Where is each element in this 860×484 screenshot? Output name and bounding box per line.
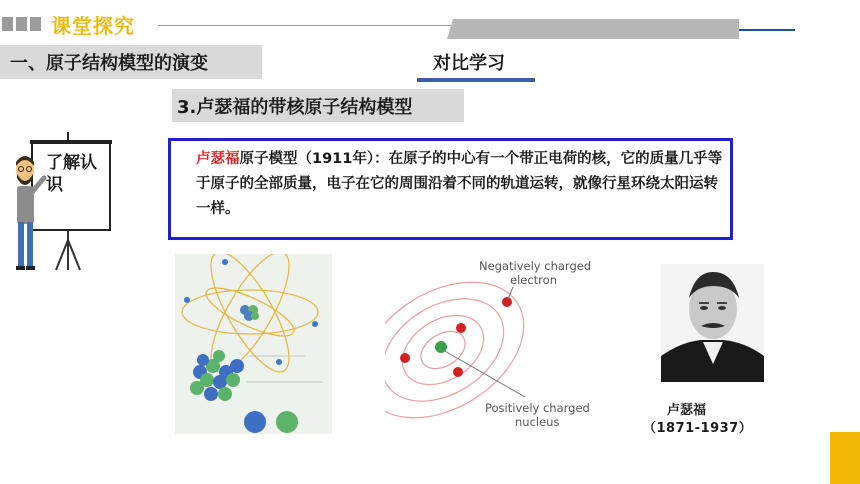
compare-underline bbox=[417, 78, 535, 82]
header-accent-line bbox=[739, 29, 795, 31]
description-body: 原子模型（1911年）：在原子的中心有一个带正电荷的核，它的质量几乎等于原子的全部质量，电子在它的周围沿着不同的轨道运转，就像行星环绕太阳运转一样。 bbox=[196, 151, 723, 217]
electron-dot bbox=[456, 323, 466, 333]
nucleus-label-line2: nucleus bbox=[515, 415, 560, 429]
subtitle: 3.卢瑟福的带核原子结构模型 bbox=[177, 97, 413, 118]
portrait-years: （1871-1937） bbox=[643, 421, 753, 436]
rutherford-orbit-diagram bbox=[385, 255, 595, 435]
nucleus-label-line1: Positively charged bbox=[485, 401, 590, 415]
electron-dot bbox=[400, 353, 410, 363]
header-square bbox=[16, 17, 27, 31]
description-text bbox=[196, 147, 724, 222]
portrait-name: 卢瑟福 bbox=[667, 403, 707, 418]
description-highlight: 卢瑟福 bbox=[196, 151, 240, 167]
header-divider bbox=[158, 25, 453, 26]
electron-dot bbox=[453, 367, 463, 377]
electron-label-line2: electron bbox=[510, 273, 557, 287]
atom-model-illustration bbox=[175, 254, 332, 434]
board-label: 了解认识 bbox=[46, 153, 97, 195]
electron-dot bbox=[502, 297, 512, 307]
header-title: 课堂探究 bbox=[51, 14, 135, 38]
corner-tab bbox=[830, 432, 860, 484]
header-squares bbox=[2, 17, 41, 31]
section-title: 一、原子结构模型的演变 bbox=[10, 53, 208, 74]
header-square bbox=[30, 17, 41, 31]
electron-label-line1: Negatively charged bbox=[479, 259, 592, 273]
header-bar bbox=[447, 19, 739, 39]
compare-label: 对比学习 bbox=[433, 53, 505, 74]
rutherford-portrait bbox=[661, 264, 764, 382]
header-square bbox=[2, 17, 13, 31]
